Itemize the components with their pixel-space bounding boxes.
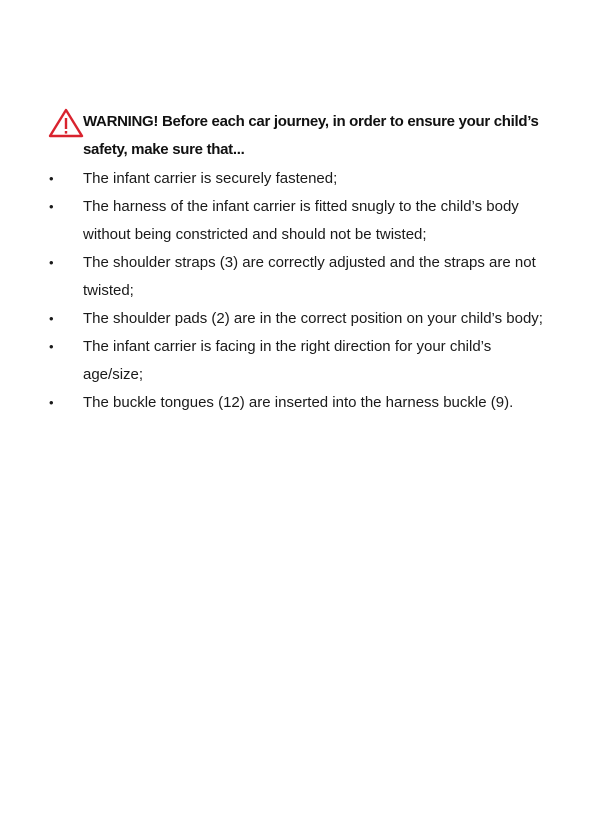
- list-item-text: The buckle tongues (12) are inserted into the harness buckle (9).: [83, 394, 514, 411]
- bullet: •: [49, 199, 54, 214]
- list-item: [48, 165, 548, 193]
- list-item-text: The harness of the infant carrier is fitted snugly to the child’s body without being constricted and should not be twisted;: [83, 198, 519, 243]
- list-item: [48, 333, 548, 389]
- bullet: •: [49, 171, 54, 186]
- list-item: [48, 193, 548, 249]
- list-item: [48, 249, 548, 305]
- list-item-text: The shoulder pads (2) are in the correct position on your child’s body;: [83, 310, 543, 327]
- bullet: •: [49, 395, 54, 410]
- list-item-text: The infant carrier is facing in the right direction for your child’s age/size;: [83, 338, 492, 383]
- checklist: [48, 165, 548, 417]
- warning-triangle-icon: [48, 108, 84, 138]
- bullet: •: [49, 339, 54, 354]
- list-item-text: The infant carrier is securely fastened;: [83, 170, 338, 187]
- list-item: [48, 389, 548, 417]
- bullet: •: [49, 255, 54, 270]
- list-item: [48, 305, 548, 333]
- warning-notice: [48, 108, 548, 164]
- warning-text: WARNING! Before each car journey, in order to ensure your child’s safety, make sure that...: [83, 113, 539, 158]
- bullet: •: [49, 311, 54, 326]
- list-item-text: The shoulder straps (3) are correctly adjusted and the straps are not twisted;: [83, 254, 536, 299]
